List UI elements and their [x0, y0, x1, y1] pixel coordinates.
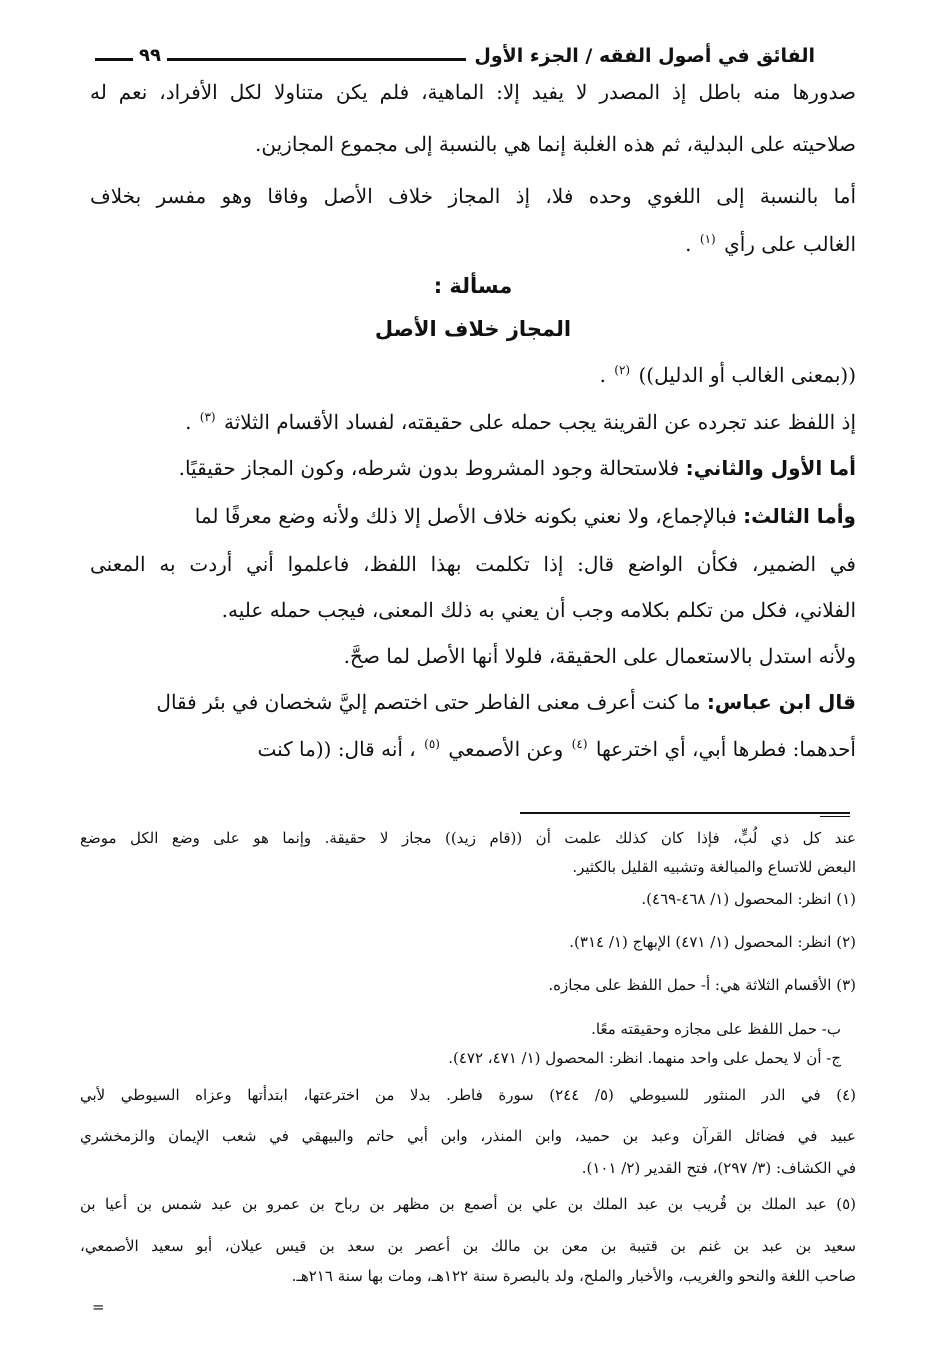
body-line-8: [90, 501, 856, 531]
footnote-4-line-1: (٤) في الدر المنثور للسيوطي (٥/ ٢٤٤) سورة فاطر. بدلا من اخترعتها، ابتدأتها وعزاه السيوطي لأبي: [80, 1086, 856, 1104]
header-title: الفائق في أصول الفقه / الجزء الأول: [466, 34, 815, 78]
footnote-ref-4: (٤): [571, 737, 588, 752]
footnote-4-line-3: في الكشاف: (٣/ ٢٩٧)، فتح القدير (٢/ ١٠١).: [581, 1159, 856, 1177]
text: ما كنت أعرف معنى الفاطر حتى اختصم إليَّ شخصان في بئر فقال: [156, 690, 701, 714]
text: الغالب على رأي: [724, 232, 856, 256]
footnote-3-c: ج- أن لا يحمل على واحد منهما. انظر: المحصول (١/ ٤٧١، ٤٧٢).: [448, 1049, 841, 1067]
text-end: .: [599, 363, 606, 387]
body-line-1: صدورها منه باطل إذ المصدر لا يفيد إلا: الماهية، فلم يكن متناولا لكل الأفراد، نعم له: [90, 80, 856, 104]
lead-bold: أما الأول والثاني:: [685, 456, 856, 480]
body-line-11: ولأنه استدل بالاستعمال على الحقيقة، فلولا أنها الأصل لما صحَّ.: [343, 644, 856, 668]
header-rule-left: [95, 58, 135, 61]
section-title: المجاز خلاف الأصل: [374, 317, 572, 341]
body-line-12: [90, 687, 856, 717]
text: ((بمعنى الغالب أو الدليل)): [638, 363, 856, 387]
page-number: ٩٩: [133, 34, 167, 78]
footnote-ref-2: (٢): [614, 363, 631, 378]
body-line-9: في الضمير، فكأن الواضع قال: إذا تكلمت بهذا اللفظ، فاعلموا أني أردت به المعنى: [90, 552, 856, 576]
footnote-ref-1: (١): [699, 232, 716, 247]
body-line-10: الفلاني، فكل من تكلم بكلامه وجب أن يعني به ذلك المعنى، فيجب حمله عليه.: [221, 598, 856, 622]
footnote-5-line-3: صاحب اللغة والنحو والغريب، والأخبار والملح، ولد بالبصرة سنة ١٢٢هـ، ومات بها سنة ٢١٦هـ.: [291, 1267, 856, 1285]
body-line-4: [90, 229, 856, 259]
text-end: .: [185, 410, 192, 434]
text: وعن الأصمعي: [448, 737, 564, 761]
footnote-5-line-2: سعيد بن عبد بن غنم بن قتيبة بن معن بن مالك بن أعصر بن سعد بن قيس عيلان، أبو سعيد الأصمعي،: [80, 1237, 856, 1255]
footnote-ref-3: (٣): [199, 410, 216, 425]
body-line-7: [90, 453, 856, 483]
footnote-5-line-1: (٥) عبد الملك بن قُريب بن عبد الملك بن علي بن أصمع بن مظهر بن رباح بن عمرو بن عبد شمس بن أعيا بن: [80, 1195, 856, 1213]
lead-bold: وأما الثالث:: [743, 504, 856, 528]
section-heading: مسألة :: [433, 274, 513, 298]
text: إذ اللفظ عند تجرده عن القرينة يجب حمله على حقيقته، لفساد الأقسام الثلاثة: [223, 410, 856, 434]
footnote-3-b: ب- حمل اللفظ على مجازه وحقيقته معًا.: [591, 1020, 841, 1038]
continuation-mark: =: [92, 1298, 105, 1316]
running-header: [95, 34, 815, 78]
lead-bold: قال ابن عباس:: [706, 690, 856, 714]
footnote-separator-short: [820, 816, 850, 817]
text: ، أنه قال: ((ما كنت: [257, 737, 416, 761]
footnote-ref-5: (٥): [424, 737, 440, 752]
body-line-3: أما بالنسبة إلى اللغوي وحده فلا، إذ المجاز خلاف الأصل وفاقا وهو مفسر بخلاف: [90, 184, 856, 208]
text: فلاستحالة وجود المشروط بدون شرطه، وكون المجاز حقيقيًا.: [178, 456, 680, 480]
text: فبالإجماع، ولا نعني بكونه خلاف الأصل إلا ذلك ولأنه وضع معرفًا لما: [194, 504, 737, 528]
footnote-1: (١) انظر: المحصول (١/ ٤٦٨-٤٦٩).: [641, 890, 856, 908]
footnote-separator: [520, 812, 850, 814]
body-line-13: [90, 734, 856, 764]
text-end: .: [685, 232, 692, 256]
footnote-4-line-2: عبيد في فضائل القرآن وعبد بن حميد، وابن المنذر، وابن أبي حاتم والبيهقي في شعب الإيمان والزمخشري: [80, 1127, 856, 1145]
footnote-cont-line-1: عند كل ذي لُبٍّ، فإذا كان كذلك علمت أن ((قام زيد)) مجاز لا حقيقة. وإنما هو على وضع الكل موضع: [80, 829, 856, 847]
footnote-3: (٣) الأقسام الثلاثة هي: أ- حمل اللفظ على مجازه.: [548, 976, 856, 994]
body-line-6: [90, 407, 856, 437]
body-line-2: صلاحيته على البدلية، ثم هذه الغلبة إنما هي بالنسبة إلى مجموع المجازين.: [255, 132, 856, 156]
footnote-2: (٢) انظر: المحصول (١/ ٤٧١) الإبهاج (١/ ٣١٤).: [569, 933, 856, 951]
footnote-cont-line-2: البعض للاتساع والمبالغة وتشبيه القليل بالكثير.: [572, 858, 856, 876]
text: أحدهما: فطرها أبي، أي اخترعها: [595, 737, 856, 761]
body-line-5: [90, 360, 856, 390]
